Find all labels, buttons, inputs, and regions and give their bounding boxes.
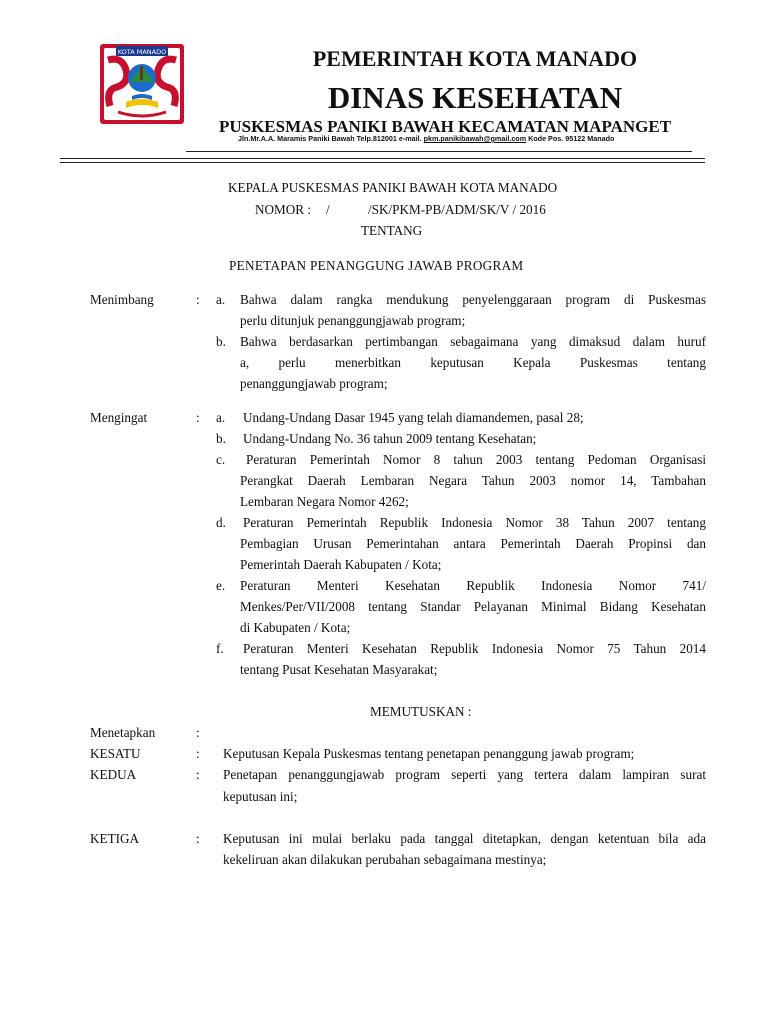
nomor-label: NOMOR : bbox=[255, 202, 312, 217]
mengingat-colon: : bbox=[196, 410, 200, 425]
kesatu-colon: : bbox=[196, 746, 200, 761]
kedua-line2: keputusan ini; bbox=[223, 789, 298, 804]
menetapkan-colon: : bbox=[196, 725, 200, 740]
logo-text: KOTA MANADO bbox=[117, 48, 167, 56]
mengingat-f-line2: tentang Pusat Kesehatan Masyarakat; bbox=[240, 662, 438, 677]
nomor-value: /SK/PKM-PB/ADM/SK/V / 2016 bbox=[368, 202, 546, 217]
menimbang-a-marker: a. bbox=[216, 292, 226, 307]
nomor-slash: / bbox=[326, 202, 330, 217]
ketiga-label: KETIGA bbox=[90, 831, 140, 846]
mengingat-a-marker: a. bbox=[216, 410, 226, 425]
kesatu-label: KESATU bbox=[90, 746, 141, 761]
mengingat-e-line1: Peraturan Menteri Kesehatan Republik Indonesia Nomor 741/ bbox=[240, 578, 706, 593]
mengingat-label: Mengingat bbox=[90, 410, 148, 425]
mengingat-e-marker: e. bbox=[216, 578, 226, 593]
mengingat-d-marker: d. bbox=[216, 515, 226, 530]
tentang-label: TENTANG bbox=[361, 223, 423, 238]
kedua-label: KEDUA bbox=[90, 767, 137, 782]
menimbang-b-line3: penanggungjawab program; bbox=[240, 376, 388, 391]
memutuskan-title: MEMUTUSKAN : bbox=[370, 704, 472, 719]
menimbang-a-line2: perlu ditunjuk penanggungjawab program; bbox=[240, 313, 466, 328]
mengingat-c-line3: Lembaran Negara Nomor 4262; bbox=[240, 494, 409, 509]
mengingat-e-line2: Menkes/Per/VII/2008 tentang Standar Pelayanan Minimal Bidang Kesehatan bbox=[240, 599, 706, 614]
heading-title: KEPALA PUSKESMAS PANIKI BAWAH KOTA MANADO bbox=[228, 180, 558, 195]
menimbang-b-line2: a, perlu menerbitkan keputusan Kepala Puskesmas tentang bbox=[240, 355, 706, 370]
mengingat-a-line1: Undang-Undang Dasar 1945 yang telah diamandemen, pasal 28; bbox=[243, 410, 584, 425]
mengingat-c-line1: Peraturan Pemerintah Nomor 8 tahun 2003 tentang Pedoman Organisasi bbox=[246, 452, 706, 467]
menimbang-a-line1: Bahwa dalam rangka mendukung penyelenggaraan program di Puskesmas bbox=[240, 292, 706, 307]
menimbang-b-marker: b. bbox=[216, 334, 226, 349]
ketiga-colon: : bbox=[196, 831, 200, 846]
kedua-colon: : bbox=[196, 767, 200, 782]
mengingat-d-line1: Peraturan Pemerintah Republik Indonesia Nomor 38 Tahun 2007 tentang bbox=[243, 515, 706, 530]
menimbang-colon: : bbox=[196, 292, 200, 307]
letterhead-government: PEMERINTAH KOTA MANADO bbox=[312, 46, 638, 71]
address-suffix: Kode Pos. 95122 Manado bbox=[528, 134, 615, 143]
mengingat-c-marker: c. bbox=[216, 452, 226, 467]
address-prefix: Jln.Mr.A.A. Maramis Paniki Bawah Telp.812001 e-mail. bbox=[238, 134, 422, 143]
letterhead-puskesmas: PUSKESMAS PANIKI BAWAH KECAMATAN MAPANGET bbox=[218, 117, 672, 136]
mengingat-c-line2: Perangkat Daerah Lembaran Negara Tahun 2003 nomor 14, Tambahan bbox=[240, 473, 706, 488]
email-link[interactable]: pkm.panikibawah@gmail.com bbox=[423, 134, 527, 143]
letterhead-address bbox=[238, 134, 614, 144]
decree-subject: PENETAPAN PENANGGUNG JAWAB PROGRAM bbox=[229, 258, 524, 273]
ketiga-line1: Keputusan ini mulai berlaku pada tanggal ditetapkan, dengan ketentuan bila ada bbox=[223, 831, 706, 846]
letterhead-department: DINAS KESEHATAN bbox=[327, 80, 623, 115]
kedua-line1: Penetapan penanggungjawab program seperti yang tertera dalam lampiran surat bbox=[223, 767, 706, 782]
mengingat-b-marker: b. bbox=[216, 431, 226, 446]
divider-short bbox=[186, 151, 692, 152]
menimbang-label: Menimbang bbox=[90, 292, 154, 307]
divider-long bbox=[60, 158, 705, 159]
menetapkan-label: Menetapkan bbox=[90, 725, 156, 740]
kesatu-text: Keputusan Kepala Puskesmas tentang penetapan penanggung jawab program; bbox=[223, 746, 635, 761]
mengingat-d-line2: Pembagian Urusan Pemerintahan antara Pemerintah Daerah Propinsi dan bbox=[240, 536, 706, 551]
divider-long-bold bbox=[60, 162, 705, 163]
mengingat-b-line1: Undang-Undang No. 36 tahun 2009 tentang Kesehatan; bbox=[243, 431, 537, 446]
ketiga-line2: kekeliruan akan dilakukan perubahan sebagaimana mestinya; bbox=[223, 852, 547, 867]
mengingat-f-line1: Peraturan Menteri Kesehatan Republik Indonesia Nomor 75 Tahun 2014 bbox=[243, 641, 706, 656]
mengingat-d-line3: Pemerintah Daerah Kabupaten / Kota; bbox=[240, 557, 442, 572]
menimbang-b-line1: Bahwa berdasarkan pertimbangan sebagaimana yang dimaksud dalam huruf bbox=[240, 334, 706, 349]
mengingat-f-marker: f. bbox=[216, 641, 224, 656]
city-logo bbox=[96, 40, 188, 128]
mengingat-e-line3: di Kabupaten / Kota; bbox=[240, 620, 351, 635]
